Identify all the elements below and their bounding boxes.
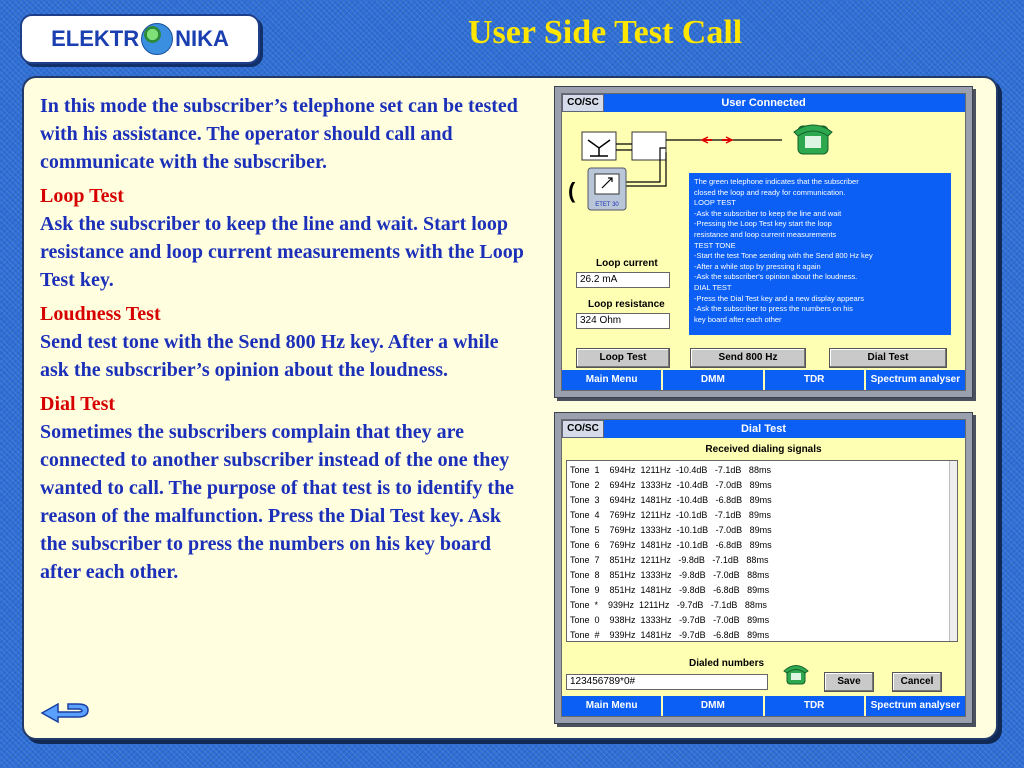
list-item: Tone * 939Hz 1211Hz -9.7dB -7.1dB 88ms (570, 600, 767, 610)
loop-test-paragraph (40, 182, 530, 294)
loop-resistance-field[interactable]: 324 Ohm (576, 313, 670, 329)
elektronika-logo (20, 14, 260, 64)
list-item: Tone 7 851Hz 1211Hz -9.8dB -7.1dB 88ms (570, 555, 769, 565)
loudness-test-text: Send test tone with the Send 800 Hz key. After a while ask the subscriber’s opinion about the loudness. (40, 331, 499, 381)
svg-text:(: ( (568, 178, 576, 203)
tab-main-menu[interactable]: Main Menu (562, 696, 663, 716)
dial-test-screen (554, 412, 973, 724)
list-item: Tone 0 938Hz 1333Hz -9.7dB -7.0dB 89ms (570, 615, 770, 625)
content-panel (22, 76, 998, 740)
etet-device-icon (588, 168, 626, 210)
list-item: Tone 5 769Hz 1333Hz -10.1dB -7.0dB 89ms (570, 525, 772, 535)
bottom-navigation (562, 696, 965, 716)
dialed-numbers-label: Dialed numbers (689, 658, 765, 669)
cancel-button[interactable]: Cancel (892, 672, 942, 692)
window-title: Dial Test (562, 420, 965, 438)
back-arrow-icon[interactable] (38, 700, 94, 730)
list-item: Tone 6 769Hz 1481Hz -10.1dB -6.8dB 89ms (570, 540, 772, 550)
list-item: Tone 1 694Hz 1211Hz -10.4dB -7.1dB 88ms (570, 465, 771, 475)
tab-main-menu[interactable]: Main Menu (562, 370, 663, 390)
globe-icon (141, 23, 173, 55)
list-item: Tone # 939Hz 1481Hz -9.7dB -6.8dB 89ms (570, 630, 770, 640)
dialed-numbers-field[interactable]: 123456789*0# (566, 674, 768, 690)
slide-title: User Side Test Call (468, 14, 743, 51)
relay-box-icon (632, 132, 666, 160)
bottom-navigation (562, 370, 965, 390)
cosc-button[interactable]: CO/SC (562, 94, 604, 112)
list-item: Tone 8 851Hz 1333Hz -9.8dB -7.0dB 88ms (570, 570, 770, 580)
tab-tdr[interactable]: TDR (765, 696, 866, 716)
list-item: Tone 3 694Hz 1481Hz -10.4dB -6.8dB 89ms (570, 495, 772, 505)
green-telephone-icon (794, 125, 832, 154)
loop-current-label: Loop current (596, 258, 658, 269)
green-telephone-icon (782, 660, 810, 686)
loop-current-field[interactable]: 26.2 mA (576, 272, 670, 288)
loudness-test-heading: Loudness Test (40, 303, 161, 325)
tab-spectrum-analyser[interactable]: Spectrum analyser (870, 374, 961, 385)
tab-dmm[interactable]: DMM (663, 370, 764, 390)
list-scrollbar[interactable] (949, 461, 957, 641)
loop-resistance-label: Loop resistance (588, 299, 665, 310)
user-connected-screen (554, 86, 973, 398)
tab-dmm[interactable]: DMM (663, 696, 764, 716)
dial-test-window (561, 419, 966, 717)
loop-test-button[interactable]: Loop Test (576, 348, 670, 368)
tab-spectrum-analyser[interactable]: Spectrum analyser (870, 700, 961, 711)
window-title: User Connected (562, 94, 965, 112)
intro-paragraph (40, 92, 530, 176)
loop-test-heading: Loop Test (40, 185, 124, 207)
dialing-signals-list[interactable] (566, 460, 958, 642)
loudness-test-paragraph (40, 300, 530, 384)
intro-text: In this mode the subscriber’s telephone set can be tested with his assistance. The operator should call and communicate with the subscriber. (40, 95, 518, 173)
svg-text:ETET 30: ETET 30 (595, 202, 619, 208)
description-column (40, 92, 530, 592)
cosc-button[interactable]: CO/SC (562, 420, 604, 438)
user-connected-window (561, 93, 966, 391)
logo-text-right: NIKA (175, 26, 229, 51)
switch-icon (582, 132, 616, 160)
dial-test-button[interactable]: Dial Test (829, 348, 947, 368)
tab-tdr[interactable]: TDR (765, 370, 866, 390)
save-button[interactable]: Save (824, 672, 874, 692)
list-item: Tone 4 769Hz 1211Hz -10.1dB -7.1dB 89ms (570, 510, 771, 520)
send-800hz-button[interactable]: Send 800 Hz (690, 348, 806, 368)
received-signals-label: Received dialing signals (705, 444, 822, 455)
logo-text-left: ELEKTR (51, 26, 140, 51)
list-item: Tone 9 851Hz 1481Hz -9.8dB -6.8dB 89ms (570, 585, 770, 595)
dial-test-text: Sometimes the subscribers complain that they are connected to another subscriber instead of the one they wanted to call. The purpose of that test is to identify the reason of the malfunction. Press the Dial Test key. Ask the subscriber to press the numbers on his key board after each other. (40, 421, 515, 583)
loop-test-text: Ask the subscriber to keep the line and wait. Start loop resistance and loop current measurements with the Loop Test key. (40, 213, 524, 291)
list-item: Tone 2 694Hz 1333Hz -10.4dB -7.0dB 89ms (570, 480, 772, 490)
dial-test-paragraph (40, 390, 530, 586)
instructions-box: The green telephone indicates that the subscriber closed the loop and ready for communication. LOOP TEST -Ask the subscriber to keep the line and wait -Pressing the Loop Test key start the loop resistance and loop current measurements TEST TONE -Start the test Tone sending with the Send 800 Hz key -After a while stop by pressing it again -Ask the subscriber's opinion about the loudness. DIAL TEST -Press the Dial Test key and a new display appears -Ask the subscriber to press the numbers on his key board after each other (689, 173, 951, 335)
dial-test-heading: Dial Test (40, 393, 116, 415)
